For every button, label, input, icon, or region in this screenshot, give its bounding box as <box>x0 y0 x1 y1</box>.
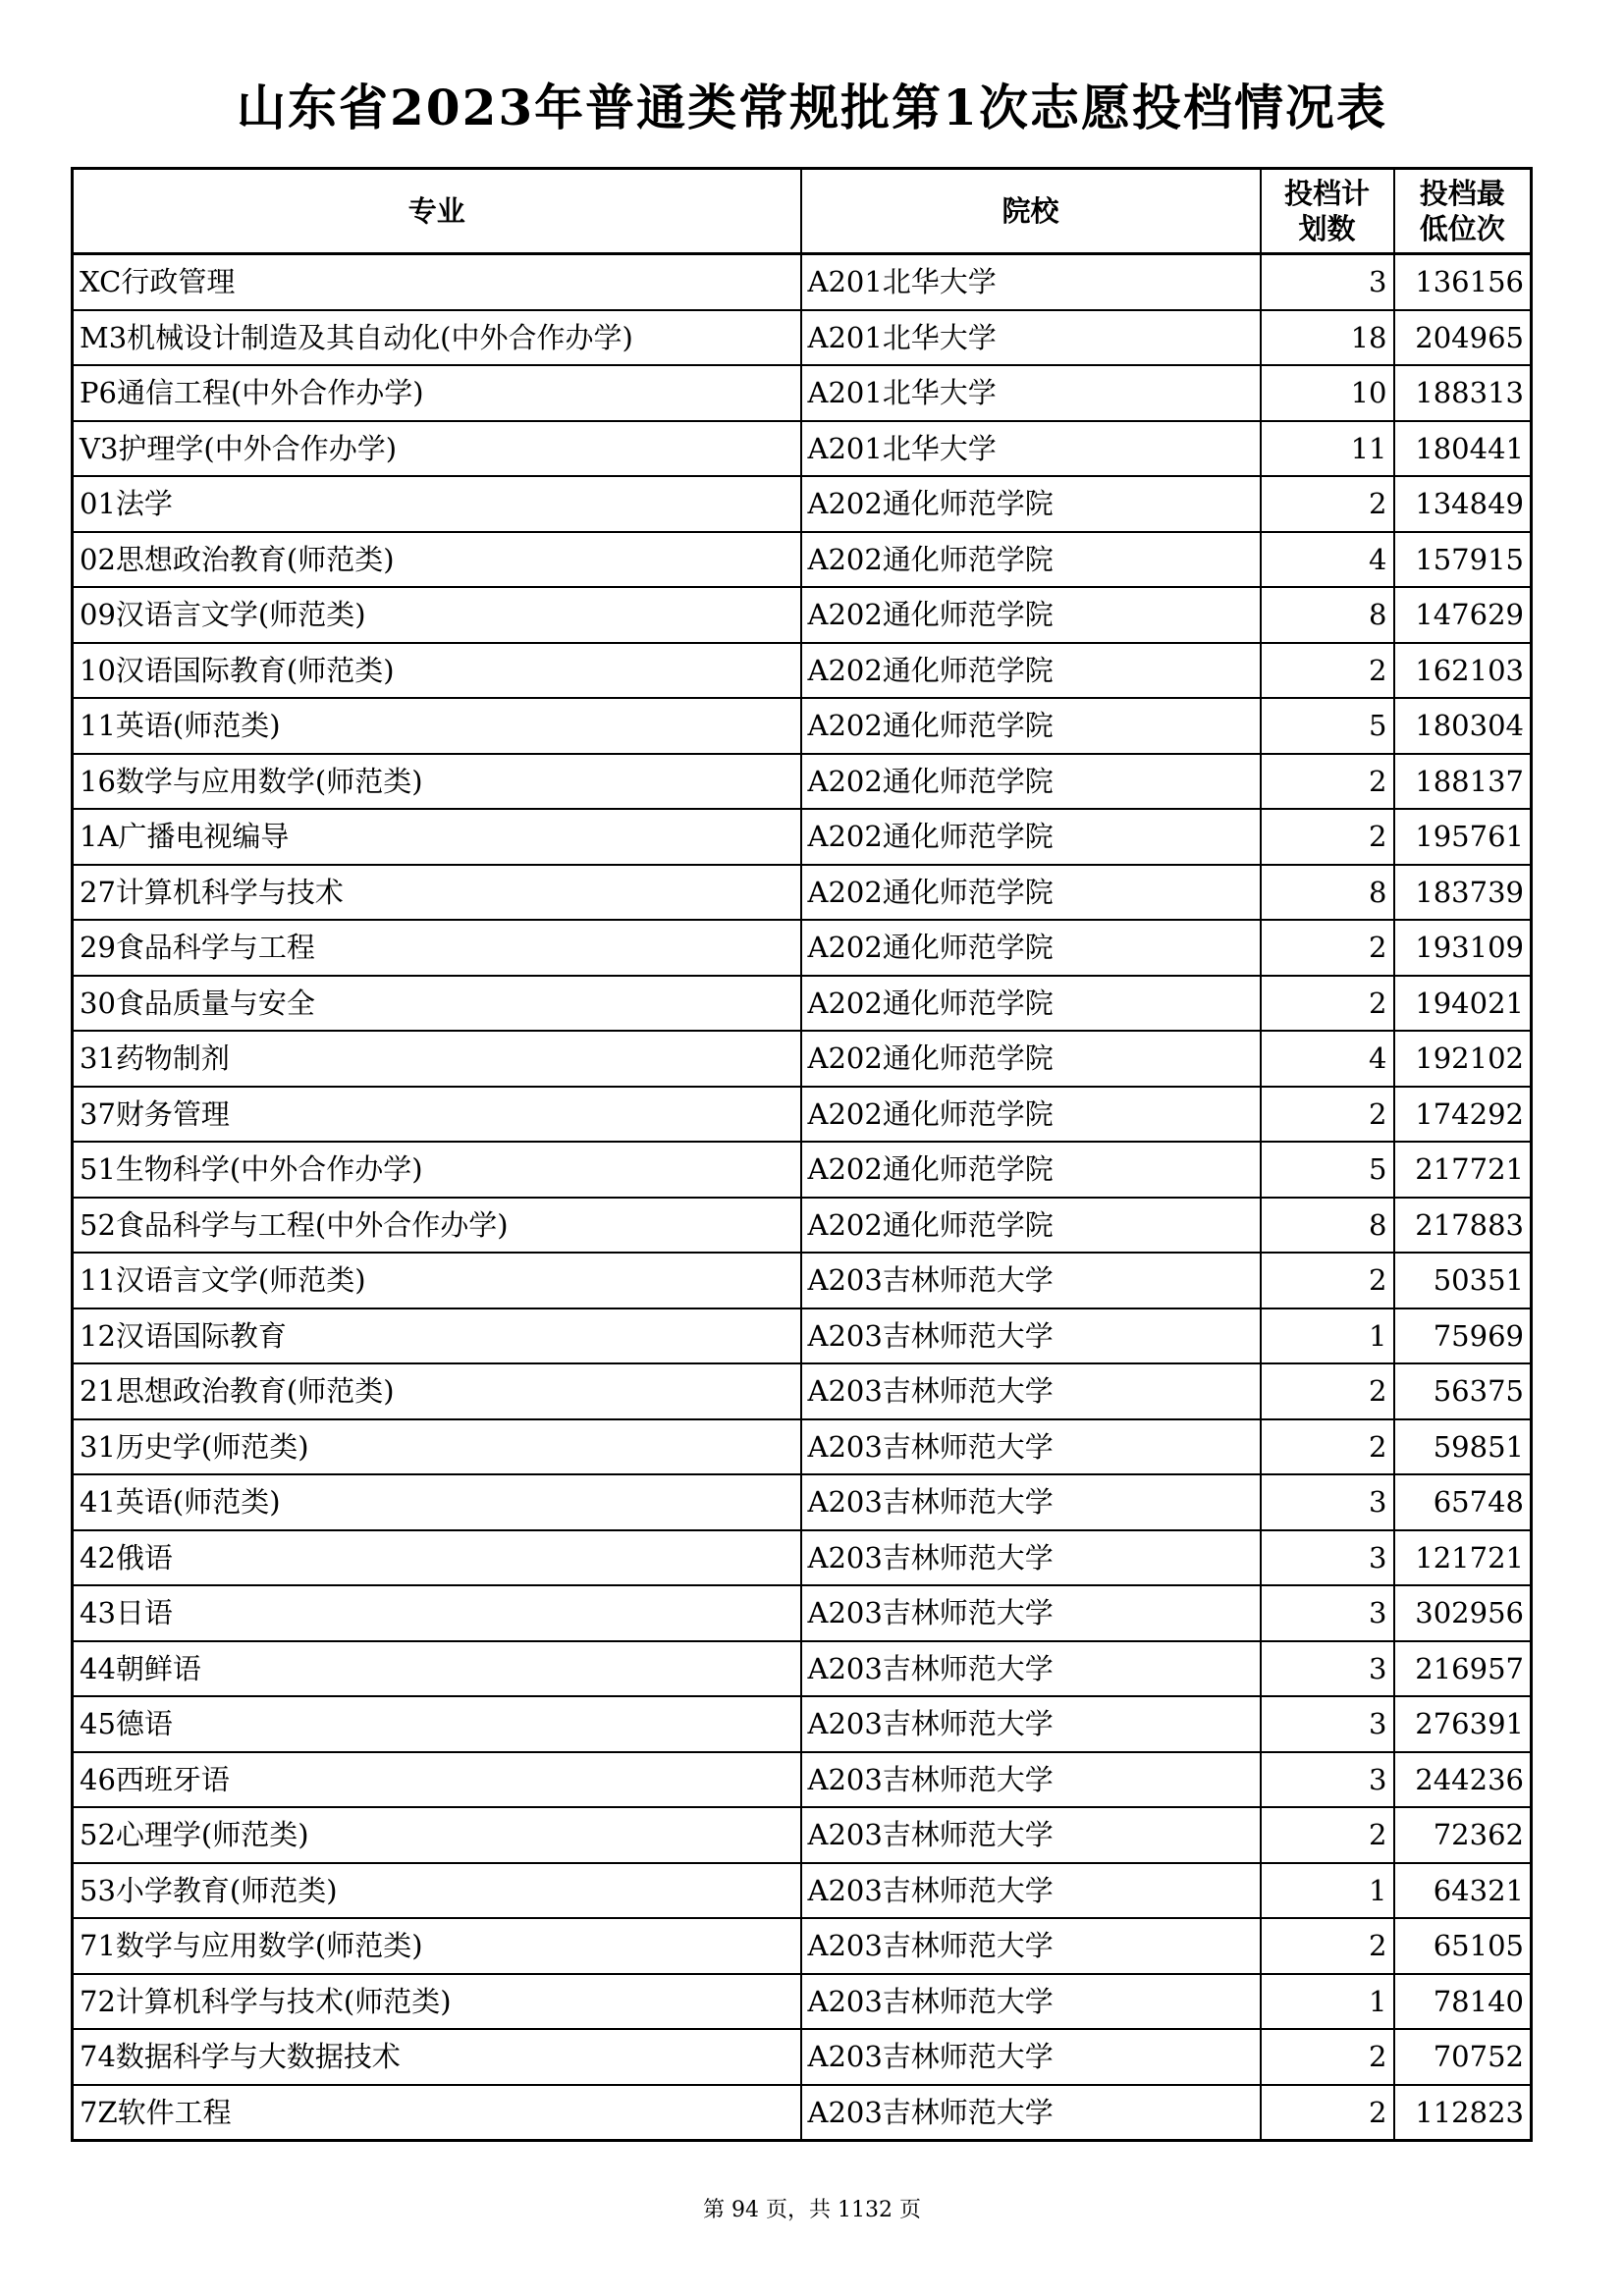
school-cell: A203吉林师范大学 <box>801 1308 1261 1364</box>
table-row <box>73 1253 1532 1308</box>
table-row <box>73 1807 1532 1863</box>
major-cell: 53小学教育(师范类) <box>73 1863 801 1919</box>
school-cell: A203吉林师范大学 <box>801 1253 1261 1308</box>
school-cell: A202通化师范学院 <box>801 865 1261 921</box>
plan-count-cell: 1 <box>1261 1863 1394 1919</box>
min-rank-cell: 56375 <box>1394 1363 1532 1419</box>
plan-count-cell: 8 <box>1261 865 1394 921</box>
school-cell: A203吉林师范大学 <box>801 1807 1261 1863</box>
major-cell: 01法学 <box>73 476 801 532</box>
table-row <box>73 698 1532 754</box>
table-row <box>73 1585 1532 1641</box>
school-cell: A202通化师范学院 <box>801 587 1261 643</box>
table-row <box>73 1752 1532 1808</box>
plan-count-cell: 2 <box>1261 2085 1394 2141</box>
plan-count-cell: 1 <box>1261 1308 1394 1364</box>
major-cell: 10汉语国际教育(师范类) <box>73 643 801 699</box>
major-cell: 52心理学(师范类) <box>73 1807 801 1863</box>
table-row <box>73 1142 1532 1198</box>
min-rank-cell: 121721 <box>1394 1530 1532 1586</box>
min-rank-cell: 50351 <box>1394 1253 1532 1308</box>
min-rank-cell: 75969 <box>1394 1308 1532 1364</box>
table-row <box>73 643 1532 699</box>
plan-count-cell: 2 <box>1261 1253 1394 1308</box>
min-rank-cell: 157915 <box>1394 532 1532 588</box>
plan-count-cell: 3 <box>1261 254 1394 310</box>
plan-count-cell: 4 <box>1261 532 1394 588</box>
table-row <box>73 1641 1532 1697</box>
school-cell: A202通化师范学院 <box>801 920 1261 976</box>
min-rank-cell: 183739 <box>1394 865 1532 921</box>
min-rank-cell: 147629 <box>1394 587 1532 643</box>
plan-count-cell: 2 <box>1261 643 1394 699</box>
table-row <box>73 1363 1532 1419</box>
school-cell: A203吉林师范大学 <box>801 2085 1261 2141</box>
min-rank-cell: 192102 <box>1394 1031 1532 1087</box>
school-cell: A202通化师范学院 <box>801 1142 1261 1198</box>
table-row <box>73 1530 1532 1586</box>
table-body <box>73 254 1532 2141</box>
plan-count-cell: 10 <box>1261 365 1394 421</box>
major-cell: 29食品科学与工程 <box>73 920 801 976</box>
min-rank-cell: 195761 <box>1394 809 1532 865</box>
table-row <box>73 1308 1532 1364</box>
major-cell: 31历史学(师范类) <box>73 1419 801 1475</box>
header-rank-label: 投档最低位次 <box>1419 177 1505 245</box>
admission-table-container <box>71 167 1530 2142</box>
major-cell: 42俄语 <box>73 1530 801 1586</box>
major-cell: 37财务管理 <box>73 1087 801 1143</box>
table-row <box>73 587 1532 643</box>
plan-count-cell: 2 <box>1261 1918 1394 1974</box>
header-major: 专业 <box>73 169 801 254</box>
min-rank-cell: 204965 <box>1394 310 1532 366</box>
major-cell: 52食品科学与工程(中外合作办学) <box>73 1198 801 1254</box>
major-cell: P6通信工程(中外合作办学) <box>73 365 801 421</box>
plan-count-cell: 2 <box>1261 1363 1394 1419</box>
min-rank-cell: 64321 <box>1394 1863 1532 1919</box>
table-row <box>73 1474 1532 1530</box>
school-cell: A203吉林师范大学 <box>801 1752 1261 1808</box>
table-row <box>73 476 1532 532</box>
table-row <box>73 532 1532 588</box>
school-cell: A203吉林师范大学 <box>801 2029 1261 2085</box>
header-rank <box>1394 169 1532 254</box>
table-row <box>73 1031 1532 1087</box>
major-cell: 02思想政治教育(师范类) <box>73 532 801 588</box>
header-school: 院校 <box>801 169 1261 254</box>
plan-count-cell: 2 <box>1261 809 1394 865</box>
school-cell: A203吉林师范大学 <box>801 1419 1261 1475</box>
min-rank-cell: 194021 <box>1394 976 1532 1032</box>
table-row <box>73 809 1532 865</box>
major-cell: 12汉语国际教育 <box>73 1308 801 1364</box>
major-cell: 21思想政治教育(师范类) <box>73 1363 801 1419</box>
plan-count-cell: 2 <box>1261 1419 1394 1475</box>
major-cell: V3护理学(中外合作办学) <box>73 421 801 477</box>
school-cell: A202通化师范学院 <box>801 476 1261 532</box>
min-rank-cell: 134849 <box>1394 476 1532 532</box>
school-cell: A203吉林师范大学 <box>801 1530 1261 1586</box>
major-cell: 30食品质量与安全 <box>73 976 801 1032</box>
plan-count-cell: 5 <box>1261 698 1394 754</box>
table-row <box>73 365 1532 421</box>
page-footer: 第 94 页，共 1132 页 <box>703 2198 921 2222</box>
major-cell: 71数学与应用数学(师范类) <box>73 1918 801 1974</box>
school-cell: A202通化师范学院 <box>801 809 1261 865</box>
major-cell: 74数据科学与大数据技术 <box>73 2029 801 2085</box>
school-cell: A202通化师范学院 <box>801 1087 1261 1143</box>
table-row <box>73 920 1532 976</box>
table-row <box>73 2085 1532 2141</box>
major-cell: 51生物科学(中外合作办学) <box>73 1142 801 1198</box>
major-cell: 31药物制剂 <box>73 1031 801 1087</box>
plan-count-cell: 2 <box>1261 976 1394 1032</box>
school-cell: A203吉林师范大学 <box>801 1863 1261 1919</box>
major-cell: 16数学与应用数学(师范类) <box>73 754 801 810</box>
school-cell: A203吉林师范大学 <box>801 1363 1261 1419</box>
major-cell: 45德语 <box>73 1696 801 1752</box>
min-rank-cell: 78140 <box>1394 1974 1532 2030</box>
school-cell: A203吉林师范大学 <box>801 1641 1261 1697</box>
major-cell: M3机械设计制造及其自动化(中外合作办学) <box>73 310 801 366</box>
min-rank-cell: 193109 <box>1394 920 1532 976</box>
plan-count-cell: 2 <box>1261 754 1394 810</box>
min-rank-cell: 217883 <box>1394 1198 1532 1254</box>
min-rank-cell: 65748 <box>1394 1474 1532 1530</box>
major-cell: 41英语(师范类) <box>73 1474 801 1530</box>
school-cell: A201北华大学 <box>801 421 1261 477</box>
plan-count-cell: 1 <box>1261 1974 1394 2030</box>
school-cell: A201北华大学 <box>801 365 1261 421</box>
min-rank-cell: 180304 <box>1394 698 1532 754</box>
min-rank-cell: 302956 <box>1394 1585 1532 1641</box>
header-plan-label: 投档计划数 <box>1283 177 1370 245</box>
major-cell: 46西班牙语 <box>73 1752 801 1808</box>
min-rank-cell: 216957 <box>1394 1641 1532 1697</box>
plan-count-cell: 4 <box>1261 1031 1394 1087</box>
school-cell: A202通化师范学院 <box>801 643 1261 699</box>
min-rank-cell: 174292 <box>1394 1087 1532 1143</box>
school-cell: A203吉林师范大学 <box>801 1918 1261 1974</box>
min-rank-cell: 276391 <box>1394 1696 1532 1752</box>
table-row <box>73 1198 1532 1254</box>
plan-count-cell: 2 <box>1261 476 1394 532</box>
page-title: 山东省2023年普通类常规批第1次志愿投档情况表 <box>237 79 1387 136</box>
school-cell: A202通化师范学院 <box>801 1031 1261 1087</box>
table-header-row <box>73 169 1532 254</box>
school-cell: A202通化师范学院 <box>801 698 1261 754</box>
table-row <box>73 1419 1532 1475</box>
table-row <box>73 976 1532 1032</box>
plan-count-cell: 5 <box>1261 1142 1394 1198</box>
plan-count-cell: 2 <box>1261 1807 1394 1863</box>
plan-count-cell: 3 <box>1261 1474 1394 1530</box>
major-cell: 11汉语言文学(师范类) <box>73 1253 801 1308</box>
table-row <box>73 254 1532 310</box>
plan-count-cell: 11 <box>1261 421 1394 477</box>
min-rank-cell: 188313 <box>1394 365 1532 421</box>
table-row <box>73 1696 1532 1752</box>
plan-count-cell: 8 <box>1261 1198 1394 1254</box>
school-cell: A203吉林师范大学 <box>801 1585 1261 1641</box>
major-cell: 7Z软件工程 <box>73 2085 801 2141</box>
table-row <box>73 865 1532 921</box>
min-rank-cell: 59851 <box>1394 1419 1532 1475</box>
plan-count-cell: 2 <box>1261 1087 1394 1143</box>
min-rank-cell: 180441 <box>1394 421 1532 477</box>
school-cell: A201北华大学 <box>801 254 1261 310</box>
school-cell: A202通化师范学院 <box>801 1198 1261 1254</box>
school-cell: A203吉林师范大学 <box>801 1474 1261 1530</box>
table-row <box>73 2029 1532 2085</box>
plan-count-cell: 3 <box>1261 1696 1394 1752</box>
min-rank-cell: 217721 <box>1394 1142 1532 1198</box>
min-rank-cell: 136156 <box>1394 254 1532 310</box>
school-cell: A201北华大学 <box>801 310 1261 366</box>
table-row <box>73 1918 1532 1974</box>
plan-count-cell: 2 <box>1261 920 1394 976</box>
plan-count-cell: 3 <box>1261 1641 1394 1697</box>
major-cell: 72计算机科学与技术(师范类) <box>73 1974 801 2030</box>
plan-count-cell: 2 <box>1261 2029 1394 2085</box>
school-cell: A203吉林师范大学 <box>801 1696 1261 1752</box>
plan-count-cell: 18 <box>1261 310 1394 366</box>
major-cell: 43日语 <box>73 1585 801 1641</box>
major-cell: 44朝鲜语 <box>73 1641 801 1697</box>
table-row <box>73 310 1532 366</box>
plan-count-cell: 3 <box>1261 1530 1394 1586</box>
min-rank-cell: 70752 <box>1394 2029 1532 2085</box>
school-cell: A203吉林师范大学 <box>801 1974 1261 2030</box>
min-rank-cell: 188137 <box>1394 754 1532 810</box>
min-rank-cell: 65105 <box>1394 1918 1532 1974</box>
school-cell: A202通化师范学院 <box>801 754 1261 810</box>
plan-count-cell: 8 <box>1261 587 1394 643</box>
school-cell: A202通化师范学院 <box>801 532 1261 588</box>
table-row <box>73 1974 1532 2030</box>
major-cell: XC行政管理 <box>73 254 801 310</box>
plan-count-cell: 3 <box>1261 1752 1394 1808</box>
table-row <box>73 421 1532 477</box>
admission-table <box>71 167 1533 2142</box>
table-row <box>73 1863 1532 1919</box>
major-cell: 27计算机科学与技术 <box>73 865 801 921</box>
min-rank-cell: 112823 <box>1394 2085 1532 2141</box>
major-cell: 1A广播电视编导 <box>73 809 801 865</box>
min-rank-cell: 244236 <box>1394 1752 1532 1808</box>
min-rank-cell: 162103 <box>1394 643 1532 699</box>
major-cell: 09汉语言文学(师范类) <box>73 587 801 643</box>
major-cell: 11英语(师范类) <box>73 698 801 754</box>
min-rank-cell: 72362 <box>1394 1807 1532 1863</box>
school-cell: A202通化师范学院 <box>801 976 1261 1032</box>
header-plan <box>1261 169 1394 254</box>
plan-count-cell: 3 <box>1261 1585 1394 1641</box>
table-row <box>73 754 1532 810</box>
table-row <box>73 1087 1532 1143</box>
